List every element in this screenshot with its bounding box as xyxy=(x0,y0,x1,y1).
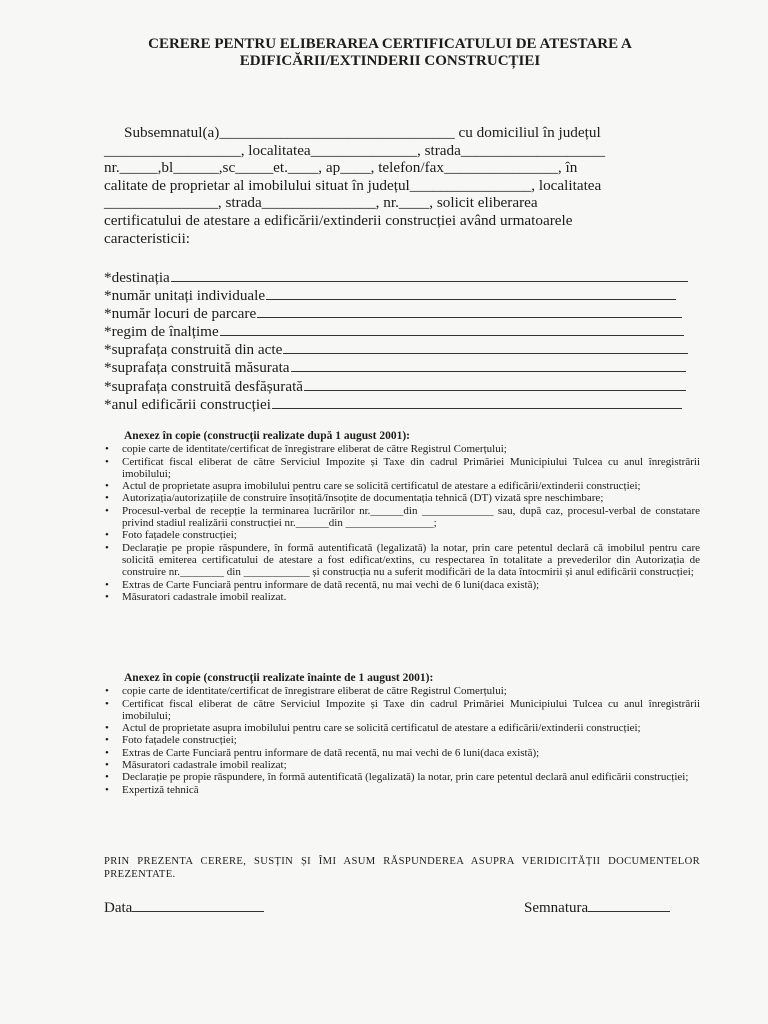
field-area-acts xyxy=(104,340,688,358)
list-item: • Procesul-verbal de recepție la terminarea lucrărilor nr.______din _____________ sau, după caz, procesul-verbal de constatare privind stadiul realizării construcției nr.______din ________________; xyxy=(104,505,700,530)
intro-line-4: calitate de proprietar al imobilului situat în județul________________, localitatea xyxy=(104,176,602,194)
date-blank-line[interactable] xyxy=(132,898,264,912)
field-destination xyxy=(104,268,688,286)
field-blank-line[interactable] xyxy=(291,358,686,372)
signature-field xyxy=(524,898,670,917)
intro-line-3: nr._____,bl______,sc_____et.____, ap____, telefon/fax_______________, în xyxy=(104,159,578,177)
signature-label: Semnatura xyxy=(524,900,589,916)
field-blank-line[interactable] xyxy=(171,268,688,282)
document-title xyxy=(60,36,720,70)
date-field xyxy=(104,898,264,917)
intro-line-2: __________________, localitatea______________, strada___________________ xyxy=(104,141,606,159)
field-area-measured xyxy=(104,358,688,376)
list-item: • copie carte de identitate/certificat de înregistrare eliberat de către Registrul Comerțului; xyxy=(104,443,700,455)
field-label: *regim de înalțime xyxy=(104,323,219,341)
field-label: *suprafața construită din acte xyxy=(104,341,283,359)
date-label: Data xyxy=(104,900,133,916)
list-item: • Declarație pe propie răspundere, în formă autentificată (legalizată) la notar, prin care petentul declară că imobilul pentru care solicită emiterea certificatului de atestare a fost edificat/extins, cu respectarea în totalitate a prevederilor din Autorizația de construire nr.________ din ____________ și construcția nu a suferit modificări de la data întocmirii și anul edificării construcției; xyxy=(104,542,700,579)
declaration-text: PRIN PREZENTA CERERE, SUSȚIN ȘI ÎMI ASUM RĂSPUNDEREA ASUPRA VERIDICITĂȚII DOCUMENTELOR PREZENTATE. xyxy=(104,856,700,880)
field-blank-line[interactable] xyxy=(257,304,682,318)
field-label: *suprafața construită măsurata xyxy=(104,359,290,377)
list-item: • Declarație pe propie răspundere, în formă autentificată (legalizată) la notar, prin care petentul declară anul edificării construcției; xyxy=(104,771,700,783)
section-heading: Anexez în copie (construcții realizate după 1 august 2001): xyxy=(124,430,410,442)
annex-before-2001 xyxy=(104,672,700,796)
list-item: • Extras de Carte Funciară pentru informare de dată recentă, nu mai vechi de 6 luni(daca există); xyxy=(104,579,700,591)
annex-list xyxy=(104,685,700,796)
list-item: • Foto fațadele construcției; xyxy=(104,529,700,541)
applicant-paragraph xyxy=(104,124,688,247)
intro-line-6: certificatului de atestare a edificării/extinderii construcției având urmatoarele xyxy=(104,211,573,229)
intro-line-7: caracteristicii: xyxy=(104,229,191,247)
list-item: • copie carte de identitate/certificat de înregistrare eliberat de către Registrul Comerțului; xyxy=(104,685,700,697)
intro-line-1: Subsemnatul(a)_______________________________ cu domiciliul în județul xyxy=(124,124,601,141)
field-blank-line[interactable] xyxy=(304,377,686,391)
annex-list xyxy=(104,443,700,603)
annex-after-2001 xyxy=(104,430,700,603)
list-item: • Certificat fiscal eliberat de către Serviciul Impozite și Taxe din cadrul Primăriei Municipiului Tulcea cu anul înregistrării imobilului; xyxy=(104,698,700,723)
field-blank-line[interactable] xyxy=(283,340,688,354)
signature-blank-line[interactable] xyxy=(588,898,670,912)
intro-line-5: _______________, strada_______________, nr.____, solicit eliberarea xyxy=(104,194,538,212)
title-line-2: EDIFICĂRII/EXTINDERII CONSTRUCȚIEI xyxy=(239,53,541,69)
list-item: • Măsuratori cadastrale imobil realizat; xyxy=(104,759,700,771)
section-heading: Anexez în copie (construcții realizate înainte de 1 august 2001): xyxy=(124,672,434,684)
field-year-built xyxy=(104,395,688,413)
list-item: • Foto fațadele construcției; xyxy=(104,734,700,746)
field-label: *anul edificării construcției xyxy=(104,395,271,413)
field-units xyxy=(104,286,688,304)
field-blank-line[interactable] xyxy=(272,395,682,409)
field-label: *număr locuri de parcare xyxy=(104,305,257,323)
title-line-1: CERERE PENTRU ELIBERAREA CERTIFICATULUI DE ATESTARE A xyxy=(148,36,632,52)
field-blank-line[interactable] xyxy=(220,322,684,336)
field-label: *destinația xyxy=(104,269,170,286)
field-label: *suprafața construită desfășurată xyxy=(104,377,304,395)
list-item: • Actul de proprietate asupra imobilului pentru care se solicită certificatul de atestare a edificării/extinderii construcției; xyxy=(104,480,700,492)
field-blank-line[interactable] xyxy=(266,286,676,300)
list-item: • Certificat fiscal eliberat de către Serviciul Impozite și Taxe din cadrul Primăriei Municipiului Tulcea cu anul înregistrării imobilului; xyxy=(104,456,700,481)
field-height-regime xyxy=(104,322,688,340)
list-item: • Extras de Carte Funciară pentru informare de dată recentă, nu mai vechi de 6 luni(daca există); xyxy=(104,747,700,759)
field-parking xyxy=(104,304,688,322)
field-area-developed xyxy=(104,377,688,395)
list-item: • Autorizația/autorizațiile de construire însoțită/însoțite de documentația tehnică (DT) vizată spre neschimbare; xyxy=(104,492,700,504)
list-item: • Actul de proprietate asupra imobilului pentru care se solicită certificatul de atestare a edificării/extinderii construcției; xyxy=(104,722,700,734)
list-item: • Măsuratori cadastrale imobil realizat. xyxy=(104,591,700,603)
field-label: *număr unitați individuale xyxy=(104,287,266,305)
list-item: • Expertiză tehnică xyxy=(104,784,700,796)
characteristics-fields xyxy=(104,268,688,413)
